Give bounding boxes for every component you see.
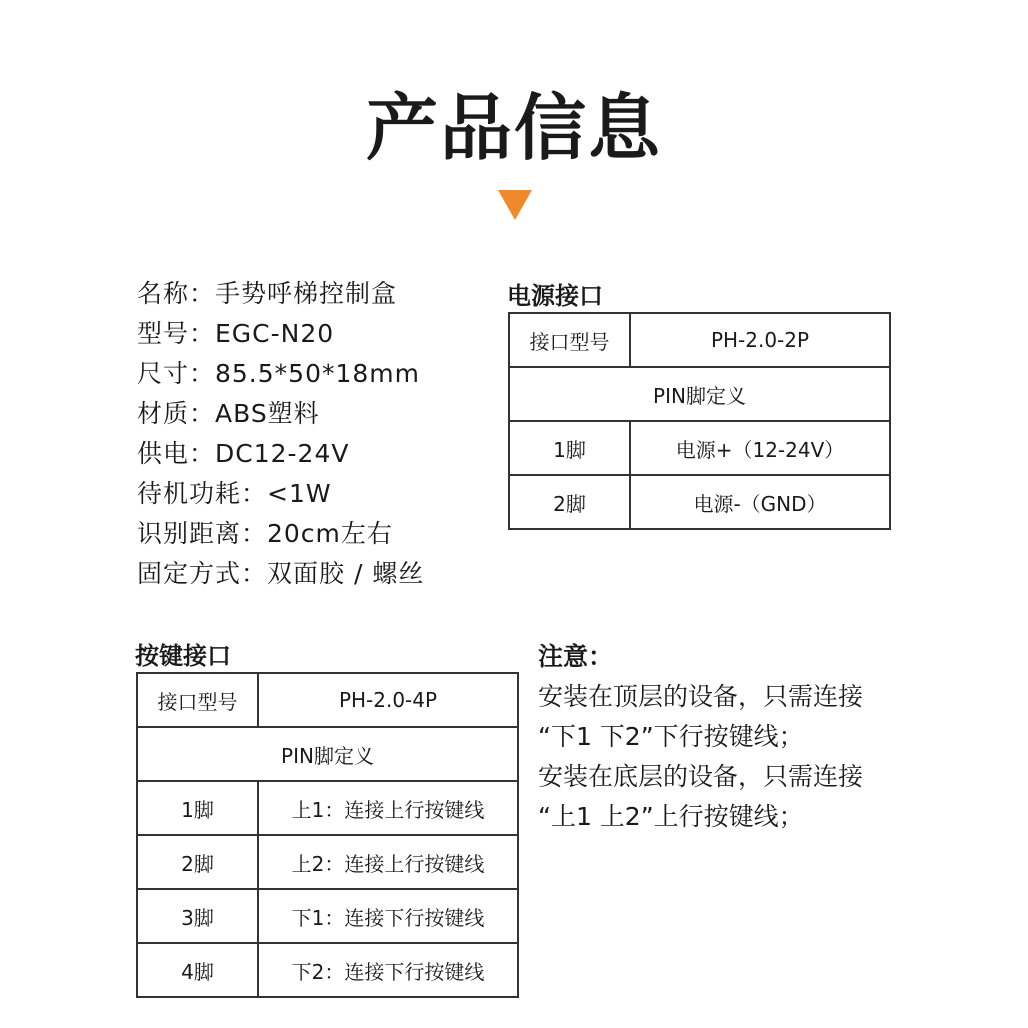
table-row bbox=[137, 943, 518, 997]
spec-standby: 待机功耗：<1W bbox=[137, 479, 332, 508]
spec-list bbox=[137, 276, 424, 596]
pin-header-cell: PIN脚定义 bbox=[137, 727, 518, 781]
spec-mounting: 固定方式：双面胶 / 螺丝 bbox=[137, 559, 425, 588]
spec-material: 材质：ABS塑料 bbox=[137, 399, 320, 428]
pin-header-cell: PIN脚定义 bbox=[509, 367, 890, 421]
note-heading: 注意： bbox=[538, 642, 614, 671]
pin-def-cell: 电源-（GND） bbox=[630, 475, 890, 529]
table-row bbox=[509, 421, 890, 475]
note-line: 安装在顶层的设备，只需连接 bbox=[538, 682, 864, 711]
pin-cell: 1脚 bbox=[509, 421, 630, 475]
pin-def-cell: 上1：连接上行按键线 bbox=[258, 781, 518, 835]
type-label-cell: 接口型号 bbox=[509, 313, 630, 367]
type-label-cell: 接口型号 bbox=[137, 673, 258, 727]
note-line: “下1 下2”下行按键线； bbox=[538, 722, 804, 751]
note-line: 安装在底层的设备，只需连接 bbox=[538, 762, 864, 791]
down-triangle-icon bbox=[498, 190, 532, 220]
spec-power: 供电：DC12-24V bbox=[137, 439, 350, 468]
power-interface-table bbox=[508, 312, 891, 530]
key-interface-table bbox=[136, 672, 519, 998]
pin-cell: 1脚 bbox=[137, 781, 258, 835]
pin-cell: 4脚 bbox=[137, 943, 258, 997]
type-value-cell: PH-2.0-2P bbox=[630, 313, 890, 367]
spec-model: 型号：EGC-N20 bbox=[137, 319, 335, 348]
table-row bbox=[137, 673, 518, 727]
table-row bbox=[509, 367, 890, 421]
spec-range: 识别距离：20cm左右 bbox=[137, 519, 393, 548]
pin-cell: 2脚 bbox=[509, 475, 630, 529]
pin-cell: 2脚 bbox=[137, 835, 258, 889]
table-row bbox=[509, 313, 890, 367]
spec-name: 名称：手势呼梯控制盒 bbox=[137, 279, 398, 308]
pin-def-cell: 下2：连接下行按键线 bbox=[258, 943, 518, 997]
table-row bbox=[137, 889, 518, 943]
table-row bbox=[137, 835, 518, 889]
table-row bbox=[137, 727, 518, 781]
pin-def-cell: 下1：连接下行按键线 bbox=[258, 889, 518, 943]
spec-size: 尺寸：85.5*50*18mm bbox=[137, 359, 420, 388]
pin-def-cell: 电源+（12-24V） bbox=[630, 421, 890, 475]
type-value-cell: PH-2.0-4P bbox=[258, 673, 518, 727]
note-line: “上1 上2”上行按键线； bbox=[538, 802, 804, 831]
table-row bbox=[509, 475, 890, 529]
page-title: 产品信息 bbox=[365, 86, 662, 170]
power-interface-heading: 电源接口 bbox=[507, 282, 603, 310]
pin-def-cell: 上2：连接上行按键线 bbox=[258, 835, 518, 889]
pin-cell: 3脚 bbox=[137, 889, 258, 943]
key-interface-heading: 按键接口 bbox=[135, 642, 231, 670]
table-row bbox=[137, 781, 518, 835]
note-block bbox=[538, 638, 863, 838]
